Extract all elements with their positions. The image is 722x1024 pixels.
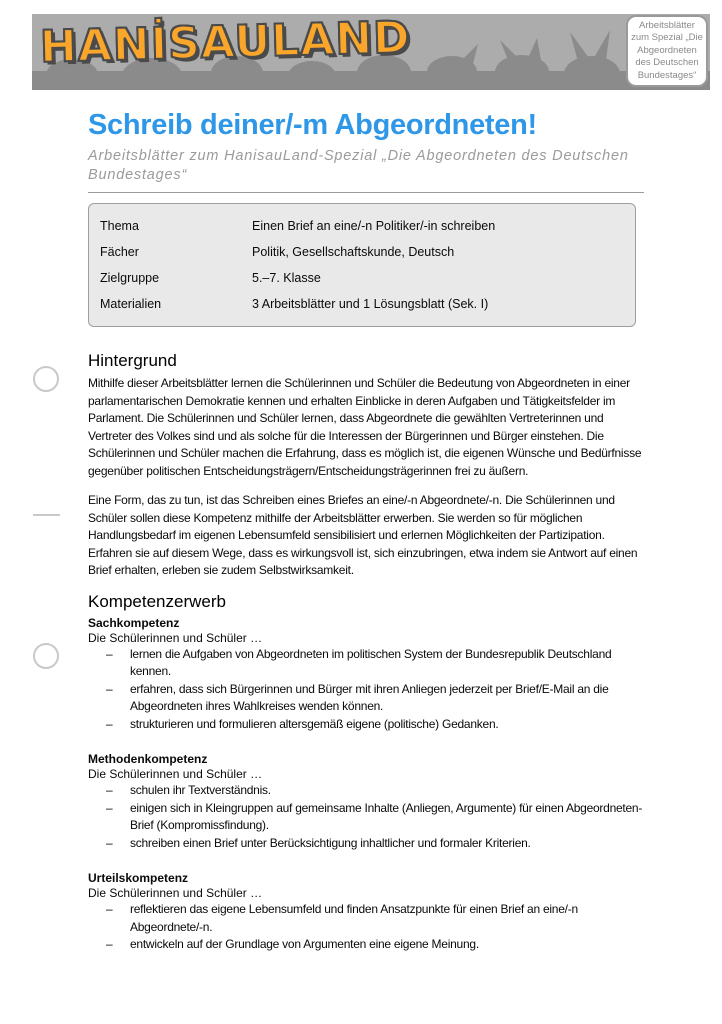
fold-mark — [33, 514, 60, 516]
table-row — [89, 213, 635, 239]
table-row — [89, 291, 635, 317]
info-table — [88, 203, 636, 327]
page-title: Schreib deiner/-m Abgeordneten! — [88, 109, 537, 141]
row-value: Politik, Gesellschaftskunde, Deutsch — [252, 245, 455, 259]
header-banner — [32, 14, 710, 90]
competence-group — [88, 616, 644, 734]
divider-line — [88, 192, 644, 193]
hintergrund-paragraphs — [88, 375, 644, 580]
punch-hole-top — [33, 366, 59, 392]
punch-hole-bottom — [33, 643, 59, 669]
list-item — [88, 800, 644, 835]
hanisauland-logo: HANİSAULAND — [39, 12, 412, 73]
page-subtitle: Arbeitsblätter zum HanisauLand-Spezial „Die Abgeordneten des Deutschen Bundestages“ — [88, 148, 629, 183]
competence-group-intro: Die Schülerinnen und Schüler … — [88, 767, 263, 781]
competence-group-name: Methodenkompetenz — [88, 752, 208, 766]
list-item-text: entwickeln auf der Grundlage von Argumenten eine eigene Meinung. — [130, 937, 479, 951]
list-item-text: strukturieren und formulieren altersgemäß eigene (politische) Gedanken. — [130, 716, 499, 731]
row-value: 3 Arbeitsblätter und 1 Lösungsblatt (Sek. I) — [252, 297, 489, 311]
list-item-text: erfahren, dass sich Bürgerinnen und Bürger mit ihren Anliegen jederzeit per Brief/E-Mail an die Abgeordneten ihres Wahlkreises wenden können. — [130, 681, 609, 713]
header-badge — [626, 15, 708, 87]
dash-bullet: – — [106, 937, 113, 951]
list-item-text: schreiben einen Brief unter Berücksichtigung inhaltlicher und formaler Kriterien. — [130, 835, 531, 850]
competence-group-intro: Die Schülerinnen und Schüler … — [88, 630, 263, 645]
row-value: Einen Brief an eine/-n Politiker/-in schreiben — [252, 219, 496, 233]
list-item — [88, 835, 644, 853]
list-item-text: reflektieren das eigene Lebensumfeld und finden Ansatzpunkte für einen Brief an eine/-n Abgeordnete/-n. — [130, 902, 578, 934]
row-label: Materialien — [100, 297, 162, 311]
list-item — [88, 716, 644, 734]
dash-bullet: – — [106, 835, 113, 850]
list-item — [88, 646, 644, 681]
dash-bullet: – — [106, 800, 113, 815]
section-title-kompetenzerwerb: Kompetenzerwerb — [88, 591, 226, 611]
table-row — [89, 265, 635, 291]
body-paragraph: Eine Form, das zu tun, ist das Schreiben eines Briefes an eine/-n Abgeordnete/-n. Die Schülerinnen und Schüler sollen diese Kompetenz mithilfe der Arbeitsblätter erwerben. Sie werden so für möglichen Handlungsbedarf im eigenen Lebensumfeld sensibilisiert und erlernen Möglichkeiten der Partizipation. Erfahren sie auf diesem Wege, dass es wirkungsvoll ist, sich einzubringen, etwa indem sie Antwort auf einen Brief erhalten, erleben sie zudem Selbstwirksamkeit. — [88, 493, 638, 577]
table-row — [89, 239, 635, 265]
competence-group — [88, 752, 644, 852]
dash-bullet: – — [106, 783, 113, 797]
competence-group-name: Urteilskompetenz — [88, 871, 189, 885]
list-item-text: einigen sich in Kleingruppen auf gemeinsame Inhalte (Anliegen, Argumente) für einen Abgeordneten-Brief (Kompromissfindung). — [130, 800, 643, 832]
list-item — [88, 681, 644, 716]
list-item-text: lernen die Aufgaben von Abgeordneten im politischen System der Bundesrepublik Deutschland kennen. — [130, 646, 612, 678]
row-value: 5.–7. Klasse — [252, 271, 321, 285]
body-paragraph: Mithilfe dieser Arbeitsblätter lernen die Schülerinnen und Schüler die Bedeutung von Abgeordneten in einer parlamentarischen Demokratie kennen und erhalten Einblicke in deren Aufgaben und Tätigkeitsfelder im Parlament. Die Schülerinnen und Schüler lernen, dass Abgeordnete die gewählten Vertreterinnen und Vertreter des Volkes sind und als solche für die Interessen der Bürgerinnen und Bürger einstehen. Die Schülerinnen und Schüler machen die Erfahrung, dass es möglich ist, die eigenen Wünsche und Bedürfnisse gegenüber politischen Entscheidungsträgern/Entscheidungsträgerinnen frei zu äußern. — [88, 376, 642, 478]
row-label: Fächer — [100, 245, 139, 259]
competence-group — [88, 871, 644, 954]
section-title-hintergrund: Hintergrund — [88, 351, 177, 370]
badge-text: Arbeitsblätter zum Spezial „Die Abgeordneten des Deutschen Bundestages“ — [631, 19, 703, 81]
list-item — [88, 782, 644, 800]
dash-bullet: – — [106, 716, 113, 731]
row-label: Zielgruppe — [100, 271, 160, 285]
dash-bullet: – — [106, 646, 113, 661]
competence-group-name: Sachkompetenz — [88, 615, 180, 630]
row-label: Thema — [100, 219, 139, 233]
kompetenz-groups — [88, 616, 644, 954]
list-item-text: schulen ihr Textverständnis. — [130, 783, 271, 797]
content-column — [88, 109, 644, 954]
list-item — [88, 936, 644, 954]
dash-bullet: – — [106, 681, 113, 696]
dash-bullet: – — [106, 902, 113, 916]
list-item — [88, 901, 644, 936]
competence-group-intro: Die Schülerinnen und Schüler … — [88, 886, 263, 900]
